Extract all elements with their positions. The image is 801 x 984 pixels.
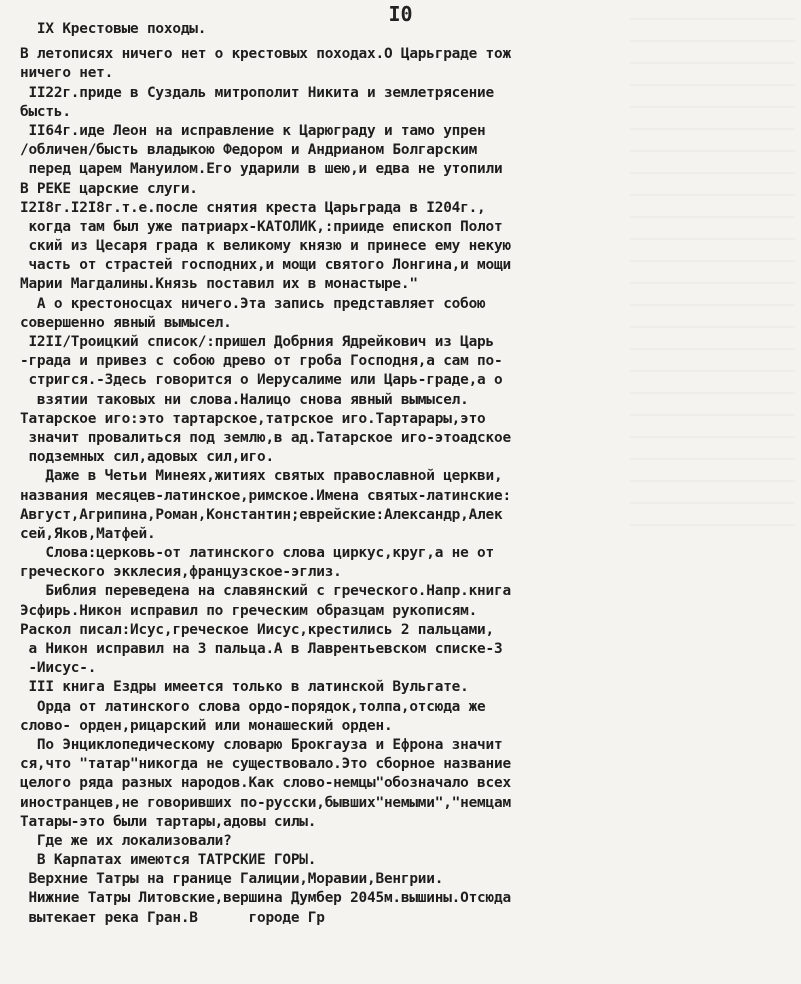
text-line: стригся.-Здесь говорится о Иерусалиме или Царь-граде,а о [20,372,503,389]
body-text [20,20,796,928]
text-line: ничего нет. [20,65,114,82]
text-line: Август,Агрипина,Роман,Константин;еврейские:Александр,Алек [20,506,503,523]
text-line: II64г.иде Леон на исправление к Царюграду и тамо упрен [20,122,486,139]
text-line: Где же их локализовали? [20,832,232,849]
text-line: I2II/Троицкий список/:пришел Добрния Ядрейкович из Царь [20,334,494,350]
text-line: Орда от латинского слова ордо-порядок,толпа,отсюда же [20,698,486,715]
text-line: III книга Ездры имеется только в латинской Вульгате. [20,679,469,696]
text-line: а Никон исправил на 3 пальца.А в Лаврентьевском списке-3 [20,641,503,657]
text-line: целого ряда разных народов.Как слово-немцы"обозначало всех [20,775,511,792]
text-line: когда там был уже патриарх-КАТОЛИК,:прииде епископ Полот [20,218,503,235]
text-line: значит провалиться под землю,в ад.Татарское иго-этоадское [20,429,511,446]
text-line: бысть. [20,103,71,120]
text-line: ся,что "татар"никогда не существовало.Это сборное название [20,756,511,773]
text-line: Татары-это были тартары,адовы силы. [20,813,317,830]
text-line: вытекает река Гран.В городе Гр [20,909,325,926]
text-line: Библия переведена на славянский с греческого.Напр.книга [20,583,511,600]
text-line: Слова:церковь-от латинского слова циркус,круг,а не от [20,545,494,562]
text-line: Даже в Четьи Минеях,житиях святых православной церкви, [20,468,503,485]
text-line: перед царем Мануилом.Его ударили в шею,и едва не утопили [20,161,503,178]
text-line: Нижние Татры Литовские,вершина Думбер 2045м.вышины.Отсюда [20,890,511,907]
text-line: греческого экклесия,французское-эглиз. [20,564,342,581]
text-line: Верхние Татры на границе Галиции,Моравии,Венгрии. [20,871,444,888]
text-line: сей,Яков,Матфей. [20,525,156,542]
text-line: А о крестоносцах ничего.Эта запись представляет собою [20,295,486,312]
text-line: I2I8г.I2I8г.т.е.после снятия креста Царьграда в I204г., [20,199,486,216]
text-line: названия месяцев-латинское,римское.Имена святых-латинские: [20,487,511,504]
text-line: Татарское иго:это тартарское,татрское иго.Тартарары,это [20,410,486,427]
text-line: В Карпатах имеются ТАТРСКИЕ ГОРЫ. [20,852,317,869]
text-line: подземных сил,адовых сил,иго. [20,449,274,466]
text-line: иностранцев,не говоривших по-русски,бывших"немыми","немцам [20,794,511,811]
text-line: совершенно явный вымысел. [20,314,232,331]
text-line: Эсфирь.Никон исправил по греческим образцам рукописям. [20,602,478,619]
text-line: В РЕКЕ царские слуги. [20,180,198,197]
text-line: взятии таковых ни слова.Налицо снова явный вымысел. [20,391,469,408]
text-line: По Энциклопедическому словарю Брокгауза и Ефрона значит [20,736,503,753]
text-line: Марии Магдалины.Князь поставил их в монастыре." [20,276,418,293]
text-line: часть от страстей господних,и мощи святого Лонгина,и мощи [20,257,511,274]
text-line: ский из Цесаря града к великому князю и принесе ему некую [20,238,511,255]
page-number: I0 [388,2,413,26]
text-line: В летописях ничего нет о крестовых походах.О Царьграде тож [20,46,511,63]
text-line: II22г.приде в Суздаль митрополит Никита и землетрясение [20,84,494,101]
text-line: IX Крестовые походы. [20,21,207,37]
text-line: Раскол писал:Исус,греческое Иисус,крестились 2 пальцами, [20,621,494,638]
text-line: /обличен/бысть владыкою Федором и Андрианом Болгарским [20,142,478,159]
text-line: -Иисус-. [20,660,97,677]
text-line: слово- орден,рицарский или монашеский орден. [20,717,393,734]
text-line: -града и привез с собою древо от гроба Господня,а сам по- [20,353,503,370]
